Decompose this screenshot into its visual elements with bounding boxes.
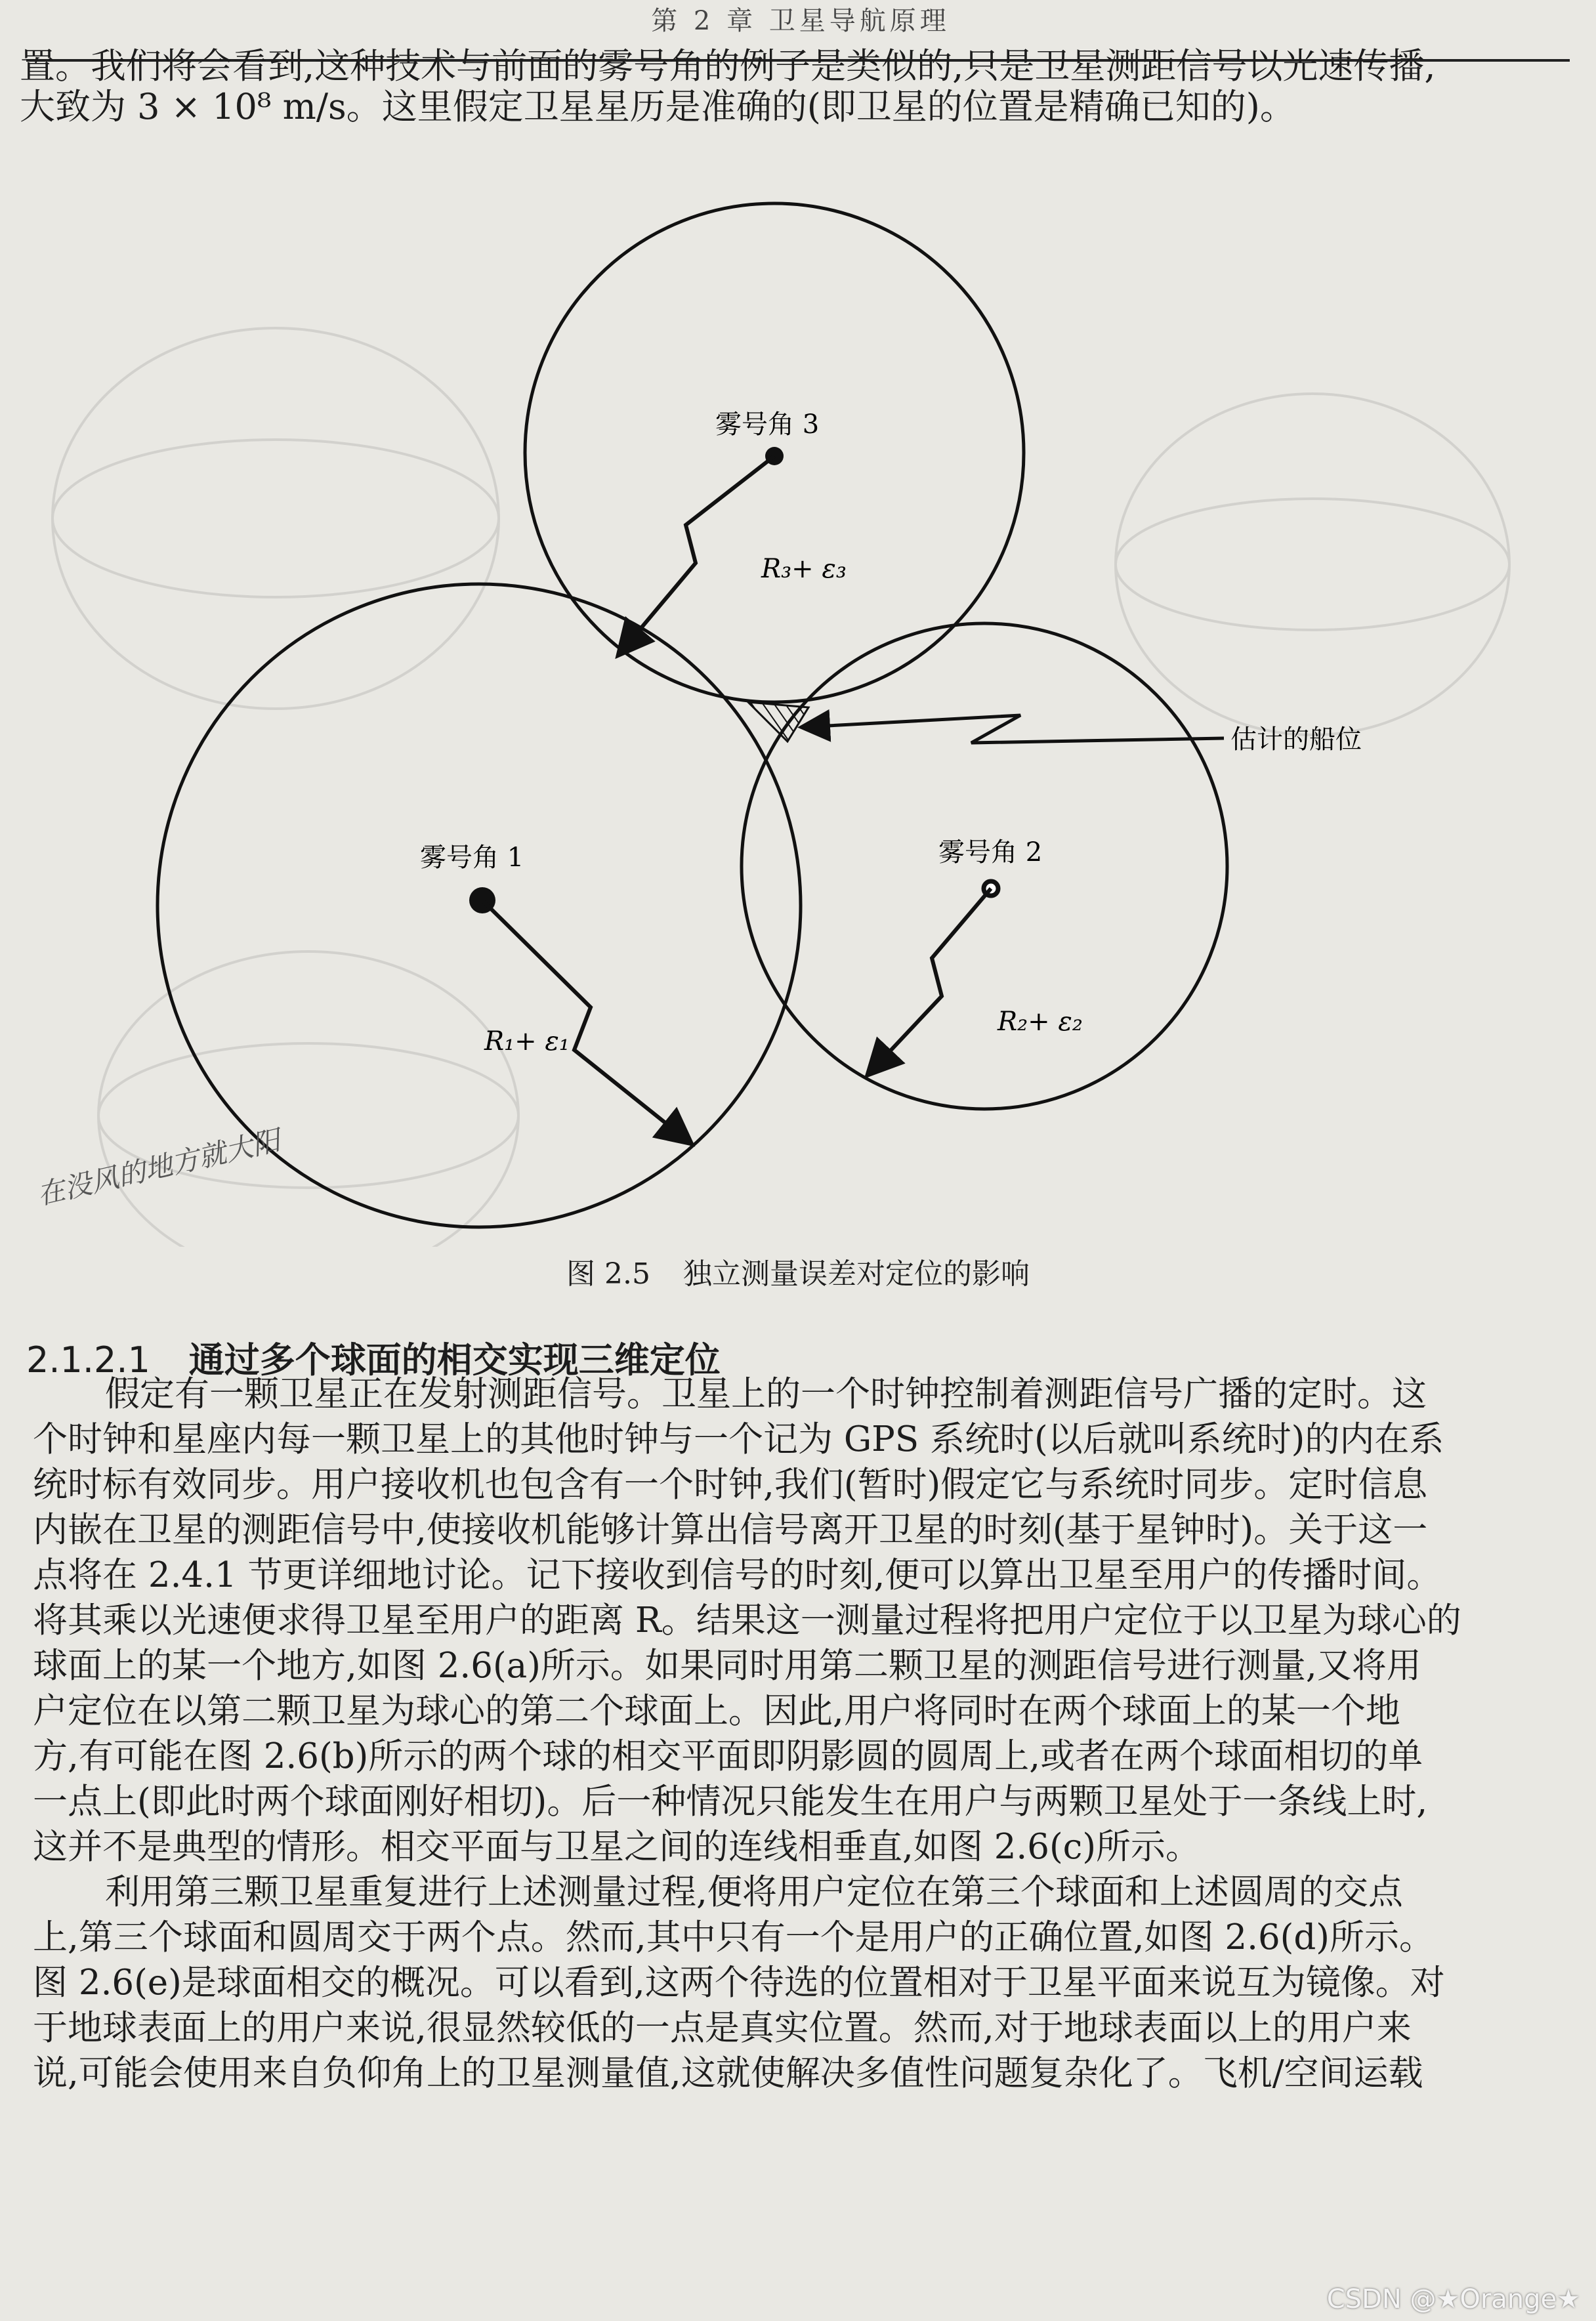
horn-3-label: 雾号角 3: [715, 409, 820, 440]
range-arrow-3: [620, 456, 774, 653]
bleed-through-sketch: [52, 328, 1509, 1247]
intro-line: 大致为 3 × 10⁸ m/s。这里假定卫星星历是准确的(即卫星的位置是精确已知的)。: [20, 86, 1295, 127]
body-line: 将其乘以光速便求得卫星至用户的距离 R。结果这一测量过程将把用户定位于以卫星为球心的: [33, 1600, 1461, 1641]
body-line: 说,可能会使用来自负仰角上的卫星测量值,这就使解决多值性问题复杂化了。飞机/空间运载: [33, 2053, 1423, 2093]
horn-2-label: 雾号角 2: [938, 837, 1043, 868]
body-text: [33, 1371, 1575, 2096]
body-line: 上,第三个球面和圆周交于两个点。然而,其中只有一个是用户的正确位置,如图 2.6(d)所示。: [33, 1917, 1434, 1957]
horn-1-label: 雾号角 1: [420, 843, 524, 873]
estimate-label: 估计的船位: [1230, 724, 1362, 755]
body-line: 点将在 2.4.1 节更详细地讨论。记下接收到信号的时刻,便可以算出卫星至用户的传播时间。: [33, 1555, 1442, 1595]
body-line: 球面上的某一个地方,如图 2.6(a)所示。如果同时用第二颗卫星的测距信号进行测量,又将用: [33, 1646, 1421, 1686]
range-arrow-1: [482, 900, 689, 1142]
range-2-label: R₂+ ε₂: [998, 1007, 1083, 1037]
caption-number: 图 2.5: [566, 1257, 650, 1291]
running-head: 第 2 章 卫星导航原理: [651, 6, 950, 36]
range-arrow-2: [870, 889, 991, 1073]
watermark: CSDN @★Orange★: [1326, 2284, 1580, 2314]
body-line: 方,有可能在图 2.6(b)所示的两个球的相交平面即阴影圆的圆周上,或者在两个球面相切的单: [33, 1736, 1423, 1776]
body-line: 假定有一颗卫星正在发射测距信号。卫星上的一个时钟控制着测距信号广播的定时。这: [105, 1374, 1427, 1414]
body-line: 统时标有效同步。用户接收机也包含有一个时钟,我们(暂时)假定它与系统时同步。定时信息: [33, 1465, 1428, 1505]
section-title: 通过多个球面的相交实现三维定位: [188, 1339, 721, 1381]
body-line: 内嵌在卫星的测距信号中,使接收机能够计算出信号离开卫星的时刻(基于星钟时)。关于这一: [33, 1510, 1428, 1550]
handwritten-note: 在没风的地方就大阳: [33, 1123, 284, 1211]
body-line: 个时钟和星座内每一颗卫星上的其他时钟与一个记为 GPS 系统时(以后就叫系统时)的内在系: [33, 1419, 1444, 1459]
body-line: 于地球表面上的用户来说,很显然较低的一点是真实位置。然而,对于地球表面以上的用户来: [33, 2008, 1412, 2048]
estimate-pointer-arrow: [804, 715, 1224, 743]
body-line: 户定位在以第二颗卫星为球心的第二个球面上。因此,用户将同时在两个球面上的某一个地: [33, 1691, 1400, 1731]
range-3-label: R₃+ ε₃: [761, 554, 847, 584]
section-number: 2.1.2.1: [26, 1339, 150, 1381]
figure-caption: [0, 1250, 1596, 1292]
body-line: 图 2.6(e)是球面相交的概况。可以看到,这两个待选的位置相对于卫星平面来说互为镜像。对: [33, 1963, 1445, 2003]
body-line: 这并不是典型的情形。相交平面与卫星之间的连线相垂直,如图 2.6(c)所示。: [33, 1827, 1201, 1867]
body-line: 利用第三颗卫星重复进行上述测量过程,便将用户定位在第三个球面和上述圆周的交点: [105, 1872, 1403, 1912]
intro-line: 置。我们将会看到,这种技术与前面的雾号角的例子是类似的,只是卫星测距信号以光速传播,: [20, 45, 1436, 87]
range-1-label: R₁+ ε₁: [484, 1026, 570, 1056]
caption-title: 独立测量误差对定位的影响: [682, 1257, 1030, 1291]
body-line: 一点上(即此时两个球面刚好相切)。后一种情况只能发生在用户与两颗卫星处于一条线上时,: [33, 1782, 1428, 1822]
